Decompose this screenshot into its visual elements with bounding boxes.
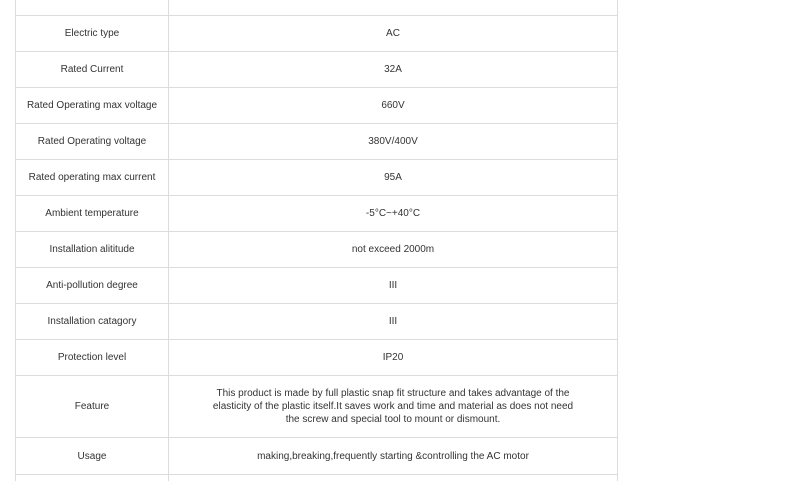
spec-value-protection-level: IP20 <box>169 340 618 376</box>
spec-value-rated-current: 32A <box>169 52 618 88</box>
table-cell-empty <box>169 475 618 481</box>
spec-value-installation-category: III <box>169 304 618 340</box>
table-row <box>16 124 618 160</box>
spec-value-installation-altitude: not exceed 2000m <box>169 232 618 268</box>
table-row <box>16 304 618 340</box>
spec-label-feature: Feature <box>16 376 169 438</box>
table-cell-empty <box>169 0 618 16</box>
table-row <box>16 52 618 88</box>
table-row <box>16 160 618 196</box>
spec-value-usage: making,breaking,frequently starting &controlling the AC motor <box>169 438 618 475</box>
spec-label-ambient-temperature: Ambient temperature <box>16 196 169 232</box>
table-row <box>16 232 618 268</box>
spec-label-electric-type: Electric type <box>16 16 169 52</box>
spec-value-rated-operating-max-current: 95A <box>169 160 618 196</box>
spec-value-rated-operating-max-voltage: 660V <box>169 88 618 124</box>
table-row <box>16 438 618 475</box>
spec-label-anti-pollution-degree: Anti-pollution degree <box>16 268 169 304</box>
table-row <box>16 16 618 52</box>
spec-label-rated-current: Rated Current <box>16 52 169 88</box>
table-cell-empty <box>16 475 169 481</box>
spec-label-rated-operating-voltage: Rated Operating voltage <box>16 124 169 160</box>
spec-value-anti-pollution-degree: III <box>169 268 618 304</box>
table-cell-empty <box>16 0 169 16</box>
table-row <box>16 340 618 376</box>
table-row-empty-top <box>16 0 618 16</box>
spec-value-rated-operating-voltage: 380V/400V <box>169 124 618 160</box>
table-row <box>16 376 618 438</box>
spec-label-rated-operating-max-voltage: Rated Operating max voltage <box>16 88 169 124</box>
table-row <box>16 268 618 304</box>
table-row-empty-bottom <box>16 475 618 481</box>
spec-label-protection-level: Protection level <box>16 340 169 376</box>
spec-label-installation-category: Installation catagory <box>16 304 169 340</box>
spec-value-ambient-temperature: -5°C~+40°C <box>169 196 618 232</box>
specification-table <box>15 0 618 481</box>
spec-label-usage: Usage <box>16 438 169 475</box>
spec-value-electric-type: AC <box>169 16 618 52</box>
spec-label-rated-operating-max-current: Rated operating max current <box>16 160 169 196</box>
spec-value-feature-cell <box>169 376 618 438</box>
spec-value-feature: This product is made by full plastic snap fit structure and takes advantage of the elasticity of the plastic itself.It saves work and time and material as does not need the screw and special tool to mount or dismount. <box>212 388 574 425</box>
spec-label-installation-altitude: Installation alititude <box>16 232 169 268</box>
table-row <box>16 196 618 232</box>
table-row <box>16 88 618 124</box>
